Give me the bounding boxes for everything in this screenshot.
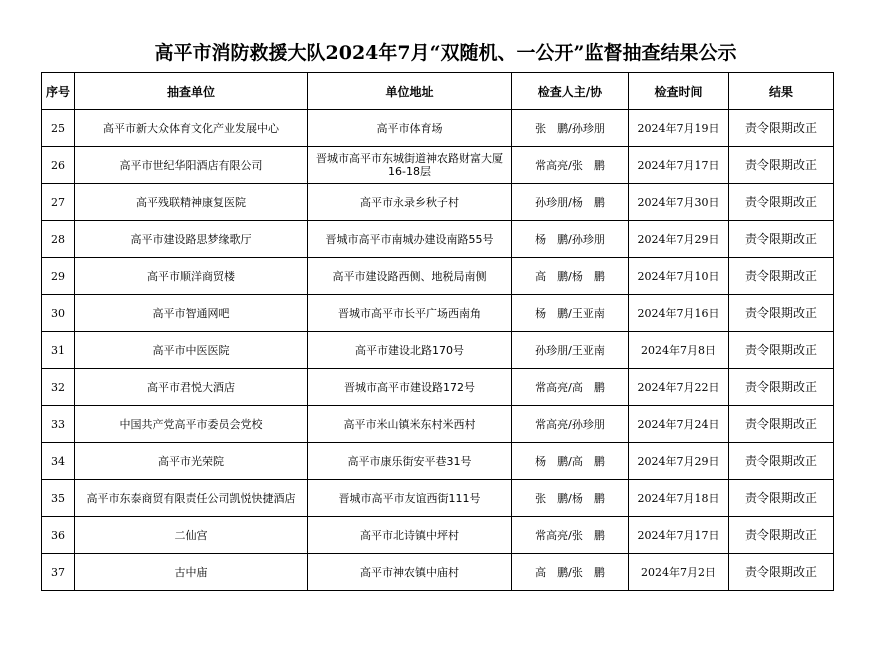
cell-no: 34 <box>42 443 75 480</box>
table-row <box>42 258 834 295</box>
cell-date: 2024年7月17日 <box>629 147 729 184</box>
cell-result: 责令限期改正 <box>729 480 834 517</box>
cell-unit: 高平市顺洋商贸楼 <box>75 258 308 295</box>
header-unit: 抽查单位 <box>75 73 308 110</box>
cell-unit: 高平市新大众体育文化产业发展中心 <box>75 110 308 147</box>
cell-unit: 高平市东泰商贸有限责任公司凯悦快捷酒店 <box>75 480 308 517</box>
cell-address: 晋城市高平市东城街道神农路财富大厦16-18层 <box>308 147 512 184</box>
cell-unit: 古中庙 <box>75 554 308 591</box>
cell-unit: 高平市智通网吧 <box>75 295 308 332</box>
cell-result: 责令限期改正 <box>729 258 834 295</box>
cell-inspector: 常高亮/高 鹏 <box>512 369 629 406</box>
table-row <box>42 295 834 332</box>
table-row <box>42 147 834 184</box>
cell-date: 2024年7月8日 <box>629 332 729 369</box>
cell-no: 28 <box>42 221 75 258</box>
cell-address: 晋城市高平市长平广场西南角 <box>308 295 512 332</box>
cell-date: 2024年7月18日 <box>629 480 729 517</box>
cell-address: 高平市建设北路170号 <box>308 332 512 369</box>
cell-result: 责令限期改正 <box>729 184 834 221</box>
cell-inspector: 孙珍朋/杨 鹏 <box>512 184 629 221</box>
cell-no: 26 <box>42 147 75 184</box>
cell-date: 2024年7月29日 <box>629 221 729 258</box>
cell-inspector: 常高亮/孙珍朋 <box>512 406 629 443</box>
cell-date: 2024年7月19日 <box>629 110 729 147</box>
cell-result: 责令限期改正 <box>729 221 834 258</box>
table-row <box>42 554 834 591</box>
cell-address: 高平市神农镇中庙村 <box>308 554 512 591</box>
cell-inspector: 高 鹏/张 鹏 <box>512 554 629 591</box>
table-row <box>42 221 834 258</box>
table-row <box>42 517 834 554</box>
cell-unit: 高平市君悦大酒店 <box>75 369 308 406</box>
cell-date: 2024年7月24日 <box>629 406 729 443</box>
cell-address: 高平市米山镇米东村米西村 <box>308 406 512 443</box>
cell-unit: 高平市世纪华阳酒店有限公司 <box>75 147 308 184</box>
table-header-row <box>42 73 834 110</box>
cell-no: 35 <box>42 480 75 517</box>
cell-address: 高平市建设路西侧、地税局南侧 <box>308 258 512 295</box>
cell-result: 责令限期改正 <box>729 406 834 443</box>
header-address: 单位地址 <box>308 73 512 110</box>
cell-result: 责令限期改正 <box>729 517 834 554</box>
cell-inspector: 常高亮/张 鹏 <box>512 517 629 554</box>
cell-no: 37 <box>42 554 75 591</box>
cell-date: 2024年7月17日 <box>629 517 729 554</box>
cell-inspector: 张 鹏/杨 鹏 <box>512 480 629 517</box>
table-row <box>42 443 834 480</box>
cell-address: 晋城市高平市南城办建设南路55号 <box>308 221 512 258</box>
cell-no: 31 <box>42 332 75 369</box>
header-inspector: 检查人主/协 <box>512 73 629 110</box>
table-row <box>42 406 834 443</box>
cell-unit: 高平残联精神康复医院 <box>75 184 308 221</box>
cell-unit: 二仙宫 <box>75 517 308 554</box>
cell-inspector: 杨 鹏/王亚南 <box>512 295 629 332</box>
header-result: 结果 <box>729 73 834 110</box>
cell-address: 高平市体育场 <box>308 110 512 147</box>
inspection-results-table <box>41 72 834 591</box>
cell-date: 2024年7月30日 <box>629 184 729 221</box>
cell-result: 责令限期改正 <box>729 443 834 480</box>
cell-inspector: 孙珍朋/王亚南 <box>512 332 629 369</box>
cell-address: 晋城市高平市建设路172号 <box>308 369 512 406</box>
cell-date: 2024年7月16日 <box>629 295 729 332</box>
cell-no: 27 <box>42 184 75 221</box>
cell-inspector: 杨 鹏/孙珍朋 <box>512 221 629 258</box>
header-date: 检查时间 <box>629 73 729 110</box>
cell-address: 高平市永录乡秋子村 <box>308 184 512 221</box>
cell-result: 责令限期改正 <box>729 295 834 332</box>
cell-result: 责令限期改正 <box>729 147 834 184</box>
cell-date: 2024年7月29日 <box>629 443 729 480</box>
cell-no: 29 <box>42 258 75 295</box>
cell-address: 晋城市高平市友谊西街111号 <box>308 480 512 517</box>
table-row <box>42 369 834 406</box>
cell-inspector: 杨 鹏/高 鹏 <box>512 443 629 480</box>
table-row <box>42 480 834 517</box>
cell-unit: 中国共产党高平市委员会党校 <box>75 406 308 443</box>
cell-no: 30 <box>42 295 75 332</box>
table-row <box>42 332 834 369</box>
cell-date: 2024年7月22日 <box>629 369 729 406</box>
page-title: 高平市消防救援大队2024年7月“双随机、一公开”监督抽查结果公示 <box>154 42 737 64</box>
cell-date: 2024年7月10日 <box>629 258 729 295</box>
cell-unit: 高平市建设路思梦缘歌厅 <box>75 221 308 258</box>
cell-no: 36 <box>42 517 75 554</box>
cell-no: 25 <box>42 110 75 147</box>
cell-no: 33 <box>42 406 75 443</box>
cell-result: 责令限期改正 <box>729 110 834 147</box>
table-row <box>42 110 834 147</box>
cell-result: 责令限期改正 <box>729 332 834 369</box>
header-no: 序号 <box>42 73 75 110</box>
cell-inspector: 常高亮/张 鹏 <box>512 147 629 184</box>
cell-address: 高平市北诗镇中坪村 <box>308 517 512 554</box>
cell-result: 责令限期改正 <box>729 554 834 591</box>
cell-unit: 高平市中医医院 <box>75 332 308 369</box>
cell-no: 32 <box>42 369 75 406</box>
cell-date: 2024年7月2日 <box>629 554 729 591</box>
cell-result: 责令限期改正 <box>729 369 834 406</box>
cell-inspector: 张 鹏/孙珍朋 <box>512 110 629 147</box>
cell-unit: 高平市光荣院 <box>75 443 308 480</box>
table-row <box>42 184 834 221</box>
cell-inspector: 高 鹏/杨 鹏 <box>512 258 629 295</box>
cell-address: 高平市康乐街安平巷31号 <box>308 443 512 480</box>
